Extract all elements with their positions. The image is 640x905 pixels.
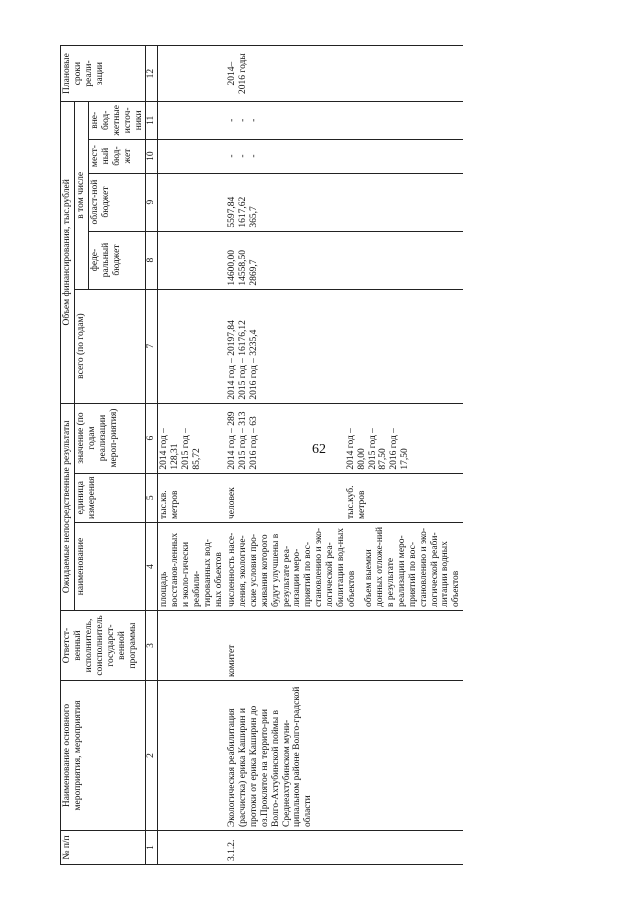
result-name: площадь восстанов-ленных и эколо-гически реабили-тированных вод-ных объектов bbox=[158, 523, 226, 611]
finance-regional: 5597,84 1617,62 365,7 bbox=[226, 173, 463, 231]
header-local: мест-ный бюд-жет bbox=[88, 139, 146, 173]
col-number: 2 bbox=[146, 681, 158, 831]
responsible-executor: комитет bbox=[226, 611, 463, 681]
col-number: 1 bbox=[146, 831, 158, 865]
col-number: 11 bbox=[146, 102, 158, 139]
row-number: 3.1.2. bbox=[226, 831, 463, 865]
result-units-cell bbox=[226, 473, 463, 522]
header-including: в том числе bbox=[74, 102, 88, 289]
measure-title: Экологическая реабилитация (расчистка) ерика Каширин и протоки от ерика Каширин до оз.Проклятое на террито-рии Волго-Ахтубинской поймы в Среднеахтубинском муни-ципальном районе Волго-градской области bbox=[226, 681, 463, 831]
page-number: 62 bbox=[312, 442, 326, 457]
implementation-period: 2014– 2016 годы bbox=[226, 46, 463, 102]
header-unit: единица измерения bbox=[74, 473, 146, 522]
measures-table bbox=[60, 45, 463, 865]
result-name-population: численность насе-ления, экологиче-ские условия про-живания которого будут улучшены в результате реа-лизации меро-приятий по вос-становлению и эко-логической реа-билитации вод-ных объектов bbox=[226, 527, 358, 607]
col-number: 8 bbox=[146, 231, 158, 289]
col-number: 12 bbox=[146, 46, 158, 102]
column-numbers-row bbox=[146, 46, 158, 865]
values-sediment: 2014 год – 80,00 2015 год – 87,50 2016 год – 17,50 bbox=[345, 428, 411, 470]
values-population: 2014 год – 289 2015 год – 313 2016 год – 63 bbox=[226, 411, 259, 470]
header-name: Наименование основного мероприятия, мероприятия bbox=[61, 681, 146, 831]
result-values-cell bbox=[226, 403, 463, 473]
table-row-3-1-2 bbox=[226, 46, 463, 865]
unit-population: человек bbox=[226, 487, 237, 519]
result-name-sediment: объем выемки донных отложе-ний в результате реализации меро-приятий по вос-становлению и эко-логической реаби-литации водных объектов bbox=[363, 526, 462, 607]
header-num: № п/п bbox=[61, 831, 146, 865]
header-federal: феде-ральный бюджет bbox=[88, 231, 146, 289]
finance-federal: 14600,00 14558,50 2869,7 bbox=[226, 231, 463, 289]
result-names-cell bbox=[226, 523, 463, 611]
col-number: 4 bbox=[146, 523, 158, 611]
finance-local: - - - bbox=[226, 139, 463, 173]
col-number: 3 bbox=[146, 611, 158, 681]
header-regional: област-ной бюджет bbox=[88, 173, 146, 231]
table-row-continuation bbox=[158, 46, 226, 865]
col-number: 6 bbox=[146, 403, 158, 473]
col-number: 7 bbox=[146, 289, 158, 403]
result-unit: тыс.кв. метров bbox=[158, 473, 226, 522]
header-period: Плановые сроки реали-зации bbox=[61, 46, 146, 102]
header-finance-group: Объем финансирования, тыс.рублей bbox=[61, 102, 75, 403]
unit-sediment: тыс.куб. метров bbox=[345, 485, 367, 519]
result-values: 2014 год – 128,31 2015 год – 85,72 bbox=[158, 403, 226, 473]
header-responsible: Ответст-венный исполнитель, соисполнитель государст-венной программы bbox=[61, 611, 146, 681]
header-results-group: Ожидаемые непосредственные результаты bbox=[61, 403, 75, 610]
rotated-table-sheet bbox=[60, 45, 600, 865]
col-number: 10 bbox=[146, 139, 158, 173]
header-extrabudget: вне-бюд-жетные источ-ники bbox=[88, 102, 146, 139]
header-result-name: наименование bbox=[74, 523, 146, 611]
col-number: 9 bbox=[146, 173, 158, 231]
finance-extrabudget: - - - bbox=[226, 102, 463, 139]
header-value: значение (по годам реализации мероп-риятия) bbox=[74, 403, 146, 473]
col-number: 5 bbox=[146, 473, 158, 522]
header-total: всего (по годам) bbox=[74, 289, 146, 403]
finance-total: 2014 год – 20197,84 2015 год – 16176,12 2016 год – 3235,4 bbox=[226, 289, 463, 403]
